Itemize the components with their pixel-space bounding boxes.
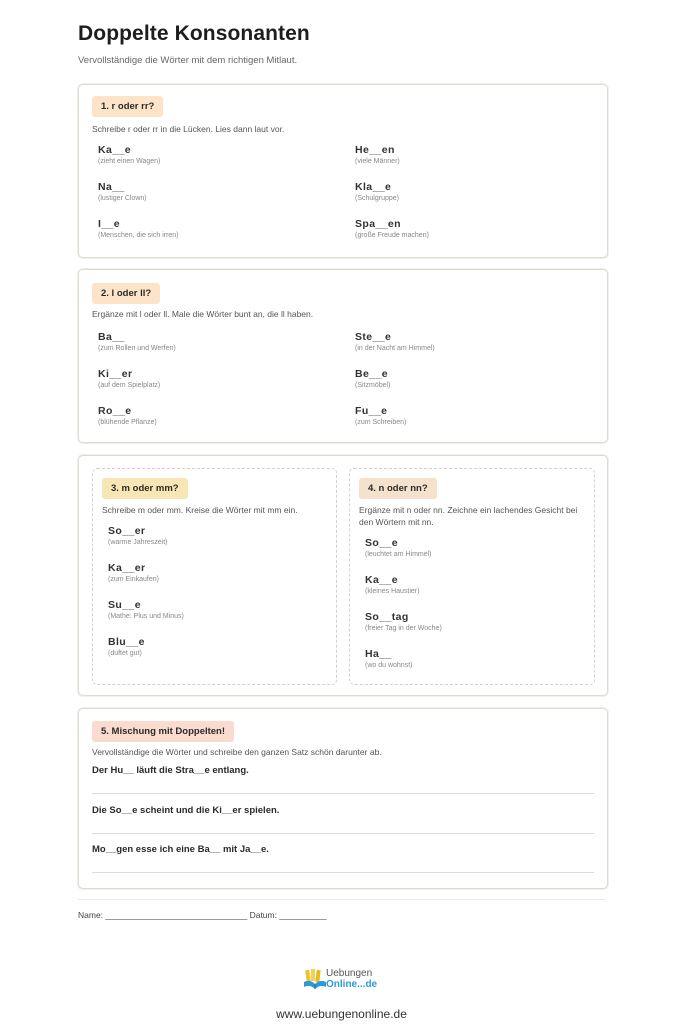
word-item bbox=[102, 562, 184, 599]
exercise-4-instruction: Ergänze mit n oder nn. Zeichne ein lachendes Gesicht bei den Wörtern mit nn. bbox=[359, 505, 578, 527]
exercise-4-word-list bbox=[359, 537, 442, 685]
word-hint: (auf dem Spielplatz) bbox=[98, 382, 161, 389]
word-hint: (Sitzmöbel) bbox=[355, 382, 391, 389]
exercise-2-badge: 2. l oder ll? bbox=[92, 283, 160, 304]
word-item bbox=[349, 144, 606, 181]
word-hint: (lustiger Clown) bbox=[98, 195, 147, 202]
gap-word[interactable]: He__en bbox=[355, 144, 395, 156]
gap-word[interactable]: Kla__e bbox=[355, 181, 392, 193]
word-hint: (viele Männer) bbox=[355, 158, 400, 165]
gap-word[interactable]: Ha__ bbox=[365, 648, 392, 660]
word-item bbox=[349, 405, 606, 442]
footer-divider bbox=[78, 899, 606, 900]
exercise-2-card bbox=[78, 269, 608, 443]
word-item bbox=[92, 181, 349, 218]
gap-word[interactable]: Ka__er bbox=[108, 562, 146, 574]
logo-text-top: Uebungen bbox=[326, 968, 373, 979]
sentence-2: Die So__e scheint und die Ki__er spielen. bbox=[92, 805, 280, 816]
word-item bbox=[92, 218, 349, 255]
word-item bbox=[349, 368, 606, 405]
gap-word[interactable]: Ki__er bbox=[98, 368, 133, 380]
exercise-1-badge: 1. r oder rr? bbox=[92, 96, 163, 117]
exercise-3-word-list bbox=[102, 525, 184, 673]
exercise-4-panel bbox=[349, 468, 595, 685]
sentence-3: Mo__gen esse ich eine Ba__ mit Ja__e. bbox=[92, 844, 269, 855]
word-hint: (in der Nacht am Himmel) bbox=[355, 345, 435, 352]
gap-word[interactable]: Be__e bbox=[355, 368, 388, 380]
gap-word[interactable]: Ste__e bbox=[355, 331, 392, 343]
site-logo bbox=[303, 966, 383, 994]
sentence-1: Der Hu__ läuft die Stra__e entlang. bbox=[92, 765, 249, 776]
word-hint: (zum Einkaufen) bbox=[108, 576, 159, 583]
word-item bbox=[349, 218, 606, 255]
word-item bbox=[359, 537, 442, 574]
word-item bbox=[349, 181, 606, 218]
gap-word[interactable]: Ka__e bbox=[98, 144, 131, 156]
exercise-2-word-grid bbox=[92, 331, 606, 442]
word-hint: (wo du wohnst) bbox=[365, 662, 413, 669]
word-hint: (Mathe: Plus und Minus) bbox=[108, 613, 184, 620]
gap-word[interactable]: I__e bbox=[98, 218, 121, 230]
word-item bbox=[359, 611, 442, 648]
exercise-2-instruction: Ergänze mit l oder ll. Male die Wörter bunt an, die ll haben. bbox=[92, 309, 314, 319]
word-hint: (Menschen, die sich irren) bbox=[98, 232, 179, 239]
word-item bbox=[92, 405, 349, 442]
writing-line-2[interactable] bbox=[92, 833, 594, 834]
word-hint: (zieht einen Wagen) bbox=[98, 158, 161, 165]
word-item bbox=[92, 144, 349, 181]
name-date-field[interactable]: Name: ______________________________ Datum: __________ bbox=[78, 910, 327, 920]
word-hint: (duftet gut) bbox=[108, 650, 142, 657]
book-icon bbox=[303, 968, 327, 992]
word-hint: (große Freude machen) bbox=[355, 232, 429, 239]
exercise-4-badge: 4. n oder nn? bbox=[359, 478, 437, 499]
word-hint: (Schulgruppe) bbox=[355, 195, 399, 202]
gap-word[interactable]: So__er bbox=[108, 525, 146, 537]
gap-word[interactable]: Ba__ bbox=[98, 331, 125, 343]
page-subtitle: Vervollständige die Wörter mit dem richtigen Mitlaut. bbox=[78, 55, 298, 66]
exercise-3-instruction: Schreibe m oder mm. Kreise die Wörter mit mm ein. bbox=[102, 505, 298, 515]
gap-word[interactable]: So__tag bbox=[365, 611, 409, 623]
word-hint: (freier Tag in der Woche) bbox=[365, 625, 442, 632]
exercise-5-instruction: Vervollständige die Wörter und schreibe den ganzen Satz schön darunter ab. bbox=[92, 747, 382, 757]
exercise-1-card bbox=[78, 84, 608, 258]
gap-word[interactable]: Su__e bbox=[108, 599, 141, 611]
gap-word[interactable]: So__e bbox=[365, 537, 398, 549]
word-item bbox=[102, 599, 184, 636]
word-hint: (warme Jahreszeit) bbox=[108, 539, 168, 546]
writing-line-1[interactable] bbox=[92, 793, 594, 794]
exercise-1-instruction: Schreibe r oder rr in die Lücken. Lies dann laut vor. bbox=[92, 124, 285, 134]
page-title: Doppelte Konsonanten bbox=[78, 22, 310, 45]
writing-line-3[interactable] bbox=[92, 872, 594, 873]
exercise-3-badge: 3. m oder mm? bbox=[102, 478, 188, 499]
exercise-3-4-card bbox=[78, 455, 608, 696]
exercise-3-panel bbox=[92, 468, 337, 685]
word-item bbox=[102, 525, 184, 562]
word-item bbox=[92, 368, 349, 405]
word-hint: (blühende Pflanze) bbox=[98, 419, 157, 426]
gap-word[interactable]: Ro__e bbox=[98, 405, 132, 417]
exercise-5-card bbox=[78, 708, 608, 889]
word-item bbox=[349, 331, 606, 368]
word-item bbox=[92, 331, 349, 368]
gap-word[interactable]: Spa__en bbox=[355, 218, 401, 230]
word-hint: (leuchtet am Himmel) bbox=[365, 551, 432, 558]
gap-word[interactable]: Ka__e bbox=[365, 574, 398, 586]
gap-word[interactable]: Na__ bbox=[98, 181, 125, 193]
word-item bbox=[102, 636, 184, 673]
logo-text-bottom: Online...de bbox=[326, 979, 378, 990]
gap-word[interactable]: Blu__e bbox=[108, 636, 145, 648]
word-hint: (zum Rollen und Werfen) bbox=[98, 345, 176, 352]
word-hint: (zum Schreiben) bbox=[355, 419, 407, 426]
site-url[interactable]: www.uebungenonline.de bbox=[276, 1007, 407, 1021]
word-item bbox=[359, 648, 442, 685]
word-hint: (kleines Haustier) bbox=[365, 588, 420, 595]
gap-word[interactable]: Fu__e bbox=[355, 405, 388, 417]
exercise-5-badge: 5. Mischung mit Doppelten! bbox=[92, 721, 234, 742]
exercise-1-word-grid bbox=[92, 144, 606, 255]
word-item bbox=[359, 574, 442, 611]
